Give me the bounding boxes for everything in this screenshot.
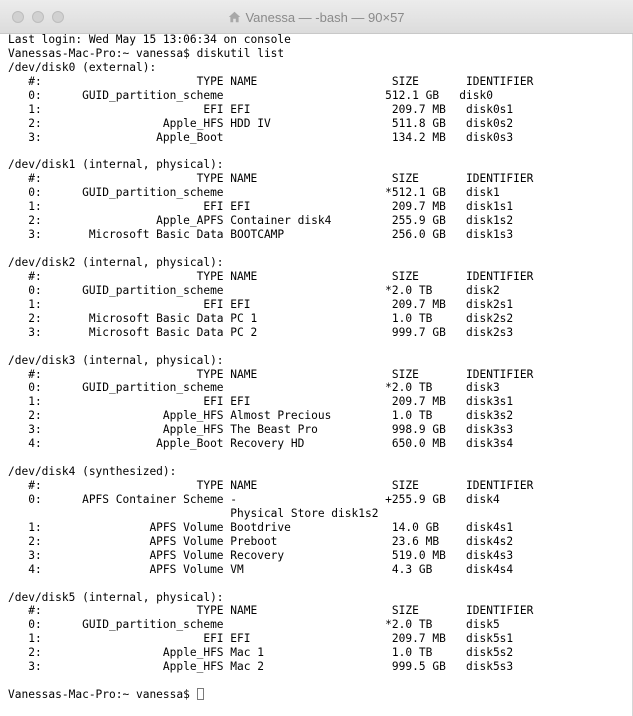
title-bar[interactable] <box>0 0 633 34</box>
terminal-line: 1: EFI EFI 209.7 MB disk1s1 <box>8 200 514 214</box>
terminal-line <box>8 145 628 159</box>
terminal-line <box>8 577 628 591</box>
terminal-line: 3: Microsoft Basic Data PC 2 999.7 GB disk2s3 <box>8 325 514 339</box>
terminal-line: /dev/disk4 (synthesized): <box>8 465 177 479</box>
terminal-line: #: TYPE NAME SIZE IDENTIFIER <box>8 479 534 492</box>
terminal-line: 1: EFI EFI 209.7 MB disk5s1 <box>8 632 514 646</box>
terminal-line: 0: GUID_partition_scheme *2.0 TB disk5 <box>8 618 500 632</box>
window-title-area <box>0 10 633 26</box>
terminal-line: 4: Apple_Boot Recovery HD 650.0 MB disk3s4 <box>8 437 514 451</box>
terminal-line: 1: EFI EFI 209.7 MB disk0s1 <box>8 102 514 116</box>
terminal-line: #: TYPE NAME SIZE IDENTIFIER <box>8 269 534 283</box>
terminal-line <box>8 674 628 688</box>
terminal-line: 2: Apple_APFS Container disk4 255.9 GB disk1s2 <box>8 214 514 228</box>
text-cursor <box>197 688 204 700</box>
terminal-line: #: TYPE NAME SIZE IDENTIFIER <box>8 172 534 186</box>
terminal-line: 3: APFS Volume Recovery 519.0 MB disk4s3 <box>8 548 514 562</box>
terminal-line: 3: Apple_HFS The Beast Pro 998.9 GB disk3s3 <box>8 423 514 437</box>
terminal-line: 2: Apple_HFS HDD IV 511.8 GB disk0s2 <box>8 116 514 130</box>
terminal-line: 0: GUID_partition_scheme 512.1 GB disk0 <box>8 88 493 102</box>
terminal-line: 3: Apple_Boot 134.2 MB disk0s3 <box>8 130 514 144</box>
terminal-line: 2: Apple_HFS Almost Precious 1.0 TB disk3s2 <box>8 409 514 423</box>
terminal-line: 1: EFI EFI 209.7 MB disk2s1 <box>8 297 514 311</box>
command-prompt-line[interactable] <box>8 688 628 702</box>
terminal-line: 3: Apple_HFS Mac 2 999.5 GB disk5s3 <box>8 660 514 674</box>
terminal-line: 1: APFS Volume Bootdrive 14.0 GB disk4s1 <box>8 520 514 534</box>
terminal-line: Vanessas-Mac-Pro:~ vanessa$ diskutil list <box>8 46 285 60</box>
terminal-line: /dev/disk5 (internal, physical): <box>8 590 224 604</box>
terminal-line: #: TYPE NAME SIZE IDENTIFIER <box>8 604 534 618</box>
terminal-line: #: TYPE NAME SIZE IDENTIFIER <box>8 74 534 88</box>
terminal-line <box>8 340 628 354</box>
terminal-line: 0: GUID_partition_scheme *2.0 TB disk3 <box>8 381 500 395</box>
terminal-line <box>8 451 628 465</box>
terminal-line: 0: GUID_partition_scheme *512.1 GB disk1 <box>8 186 500 200</box>
terminal-line <box>8 242 628 256</box>
terminal-line: 2: Microsoft Basic Data PC 1 1.0 TB disk2s2 <box>8 311 514 325</box>
terminal-line: 2: APFS Volume Preboot 23.6 MB disk4s2 <box>8 534 514 548</box>
terminal-line: Physical Store disk1s2 <box>8 506 379 520</box>
terminal-line: /dev/disk0 (external): <box>8 60 157 74</box>
terminal-line: 0: APFS Container Scheme - +255.9 GB disk4 <box>8 492 500 506</box>
terminal-line: 3: Microsoft Basic Data BOOTCAMP 256.0 GB disk1s3 <box>8 228 514 242</box>
terminal-line: 1: EFI EFI 209.7 MB disk3s1 <box>8 395 514 409</box>
terminal-line: #: TYPE NAME SIZE IDENTIFIER <box>8 367 534 381</box>
terminal-line: Last login: Wed May 15 13:06:34 on console <box>8 33 291 46</box>
window-title: Vanessa — -bash — 90×57 <box>245 10 405 25</box>
terminal-line: 2: Apple_HFS Mac 1 1.0 TB disk5s2 <box>8 646 514 660</box>
command-prompt: Vanessas-Mac-Pro:~ vanessa$ <box>8 688 197 702</box>
terminal-line: /dev/disk2 (internal, physical): <box>8 256 224 269</box>
terminal-line: 0: GUID_partition_scheme *2.0 TB disk2 <box>8 283 500 297</box>
terminal-line: 4: APFS Volume VM 4.3 GB disk4s4 <box>8 562 514 576</box>
home-folder-icon <box>228 11 241 23</box>
terminal-line: /dev/disk1 (internal, physical): <box>8 158 224 172</box>
terminal-line: /dev/disk3 (internal, physical): <box>8 353 224 367</box>
terminal-output[interactable] <box>8 33 628 716</box>
